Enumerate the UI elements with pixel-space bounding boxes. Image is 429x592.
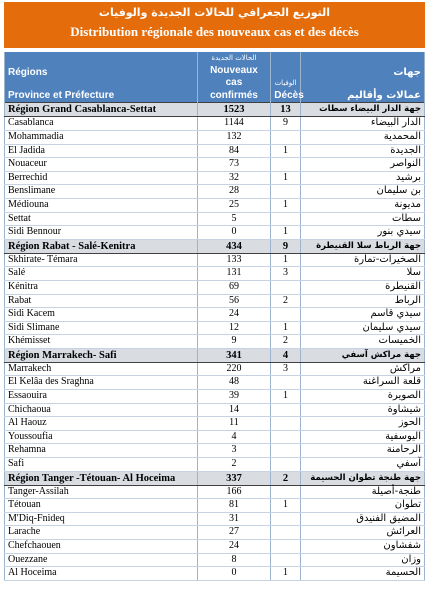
province-deaths: [271, 403, 300, 417]
header-deaths-fr: Décès: [274, 89, 304, 101]
province-name-ar: برشيد: [300, 171, 424, 185]
province-name: Benslimane: [5, 185, 198, 199]
province-name: Mohammadia: [5, 130, 198, 144]
province-name: Kénitra: [5, 280, 198, 294]
table-row: [5, 362, 425, 376]
province-cases: 133: [197, 253, 271, 267]
province-cases: 5: [197, 212, 271, 226]
province-cases: 132: [197, 130, 271, 144]
province-deaths: 1: [271, 390, 300, 404]
header-province: Province et Préfecture: [8, 89, 115, 101]
table-row: [5, 253, 425, 267]
province-cases: 8: [197, 553, 271, 567]
province-name: Al Haouz: [5, 417, 198, 431]
header-regions: Régions: [8, 67, 48, 79]
province-deaths: 2: [271, 335, 300, 349]
province-name-ar: الخميسات: [300, 335, 424, 349]
province-deaths: [271, 308, 300, 322]
province-cases: 2: [197, 458, 271, 472]
header-deaths-ar: الوفيات: [274, 79, 297, 88]
province-cases: 81: [197, 499, 271, 513]
province-name: Tétouan: [5, 499, 198, 513]
province-name-ar: القنيطرة: [300, 280, 424, 294]
province-cases: 56: [197, 294, 271, 308]
table-row: [5, 308, 425, 322]
table-row: [5, 158, 425, 172]
region-deaths: 4: [271, 348, 300, 362]
region-deaths: 13: [271, 103, 300, 117]
province-deaths: [271, 444, 300, 458]
province-cases: 31: [197, 512, 271, 526]
province-name-ar: تطوان: [300, 499, 424, 513]
province-name: Settat: [5, 212, 198, 226]
province-name-ar: الصخيرات-تمارة: [300, 253, 424, 267]
table-header-row: [5, 52, 425, 103]
table-row: [5, 212, 425, 226]
table-row: [5, 567, 425, 581]
province-cases: 4: [197, 430, 271, 444]
table-row: [5, 444, 425, 458]
table-row: [5, 335, 425, 349]
regional-table: [4, 52, 425, 581]
province-cases: 24: [197, 540, 271, 554]
region-name-ar: جهة الرباط سلا القنيطرة: [300, 239, 424, 253]
table-row: [5, 185, 425, 199]
region-name-ar: جهة طنجة تطوان الحسيمة: [300, 471, 424, 485]
province-deaths: 9: [271, 117, 300, 131]
province-deaths: 1: [271, 144, 300, 158]
table-row: [5, 321, 425, 335]
province-deaths: 1: [271, 253, 300, 267]
province-name-ar: سيدي قاسم: [300, 308, 424, 322]
province-cases: 24: [197, 308, 271, 322]
table-row: [5, 499, 425, 513]
header-regions-ar: جهات: [393, 67, 421, 79]
header-cases-ar: الحالات الجديدة: [211, 54, 257, 62]
province-name-ar: العرائش: [300, 526, 424, 540]
table-row: [5, 267, 425, 281]
table-row: [5, 512, 425, 526]
province-cases: 3: [197, 444, 271, 458]
table-row: [5, 117, 425, 131]
province-name: Casablanca: [5, 117, 198, 131]
province-name: Sidi Bennour: [5, 226, 198, 240]
province-name-ar: الحوز: [300, 417, 424, 431]
title-french: Distribution régionale des nouveaux cas et des décès: [70, 24, 359, 39]
region-cases: 434: [197, 239, 271, 253]
table-row: [5, 430, 425, 444]
province-deaths: [271, 526, 300, 540]
province-name-ar: الرباط: [300, 294, 424, 308]
province-cases: 0: [197, 567, 271, 581]
province-deaths: 3: [271, 267, 300, 281]
province-deaths: [271, 458, 300, 472]
province-deaths: [271, 512, 300, 526]
province-name-ar: آسفي: [300, 458, 424, 472]
province-cases: 48: [197, 376, 271, 390]
province-deaths: [271, 158, 300, 172]
province-cases: 220: [197, 362, 271, 376]
province-name-ar: الدار البيضاء: [300, 117, 424, 131]
province-deaths: 1: [271, 321, 300, 335]
table-row: [5, 458, 425, 472]
province-name: Marrakech: [5, 362, 198, 376]
province-name: M'Diq-Fnideq: [5, 512, 198, 526]
province-cases: 14: [197, 403, 271, 417]
title-arabic: التوزيع الجغرافي للحالات الجديدة والوفيات: [98, 6, 331, 19]
table-row: [5, 526, 425, 540]
region-cases: 341: [197, 348, 271, 362]
province-cases: 0: [197, 226, 271, 240]
province-deaths: [271, 485, 300, 499]
region-cases: 1523: [197, 103, 271, 117]
province-name: Tanger-Assilah: [5, 485, 198, 499]
province-cases: 84: [197, 144, 271, 158]
province-name-ar: مراكش: [300, 362, 424, 376]
province-name-ar: اليوسفية: [300, 430, 424, 444]
table-row: [5, 280, 425, 294]
province-name-ar: المضيق الفنيدق: [300, 512, 424, 526]
province-name: Essaouira: [5, 390, 198, 404]
header-province-ar: عمالات وأقاليم: [347, 89, 421, 101]
table-row: [5, 130, 425, 144]
province-name: Rehamna: [5, 444, 198, 458]
province-name: Youssoufia: [5, 430, 198, 444]
province-name-ar: شفشاون: [300, 540, 424, 554]
region-deaths: 9: [271, 239, 300, 253]
title-banner: [4, 2, 425, 48]
region-name: Région Rabat - Salé-Kenitra: [5, 239, 198, 253]
province-deaths: 1: [271, 171, 300, 185]
table-row: [5, 171, 425, 185]
region-deaths: 2: [271, 471, 300, 485]
province-cases: 166: [197, 485, 271, 499]
province-cases: 27: [197, 526, 271, 540]
province-cases: 28: [197, 185, 271, 199]
header-regions-province: [5, 52, 198, 103]
province-cases: 73: [197, 158, 271, 172]
province-name: Safi: [5, 458, 198, 472]
province-cases: 9: [197, 335, 271, 349]
province-deaths: [271, 553, 300, 567]
province-name-ar: شيشاوة: [300, 403, 424, 417]
province-name: Sidi Slimane: [5, 321, 198, 335]
table-row: [5, 485, 425, 499]
table-row: [5, 376, 425, 390]
province-name: Chichaoua: [5, 403, 198, 417]
province-name-ar: سلا: [300, 267, 424, 281]
province-cases: 69: [197, 280, 271, 294]
province-deaths: [271, 280, 300, 294]
province-name-ar: المحمدية: [300, 130, 424, 144]
province-cases: 25: [197, 198, 271, 212]
province-cases: 39: [197, 390, 271, 404]
province-name-ar: سطات: [300, 212, 424, 226]
province-name: Ouezzane: [5, 553, 198, 567]
province-cases: 11: [197, 417, 271, 431]
header-deaths: [271, 52, 304, 103]
province-name: Khémisset: [5, 335, 198, 349]
table-row: [5, 417, 425, 431]
province-name-ar: الحسيمة: [300, 567, 424, 581]
province-name-ar: سيدي بنور: [300, 226, 424, 240]
province-deaths: [271, 540, 300, 554]
region-cases: 337: [197, 471, 271, 485]
header-cases-fr: Nouveaux cas confirmés: [210, 64, 258, 101]
table-row: [5, 226, 425, 240]
province-name: Skhirate- Témara: [5, 253, 198, 267]
province-name: Salé: [5, 267, 198, 281]
region-row: [5, 239, 425, 253]
province-deaths: [271, 212, 300, 226]
province-name: Larache: [5, 526, 198, 540]
region-name-ar: جهة مراكش آسفي: [300, 348, 424, 362]
province-name: Rabat: [5, 294, 198, 308]
table-row: [5, 553, 425, 567]
region-name-ar: جهة الدار البيضاء سطات: [300, 103, 424, 117]
province-name-ar: الجديدة: [300, 144, 424, 158]
province-cases: 12: [197, 321, 271, 335]
province-cases: 32: [197, 171, 271, 185]
province-cases: 1144: [197, 117, 271, 131]
province-name: Médiouna: [5, 198, 198, 212]
province-name-ar: مديونة: [300, 198, 424, 212]
province-name-ar: طنجة-أصيلة: [300, 485, 424, 499]
province-deaths: 1: [271, 499, 300, 513]
region-row: [5, 348, 425, 362]
table-body: [5, 103, 425, 580]
province-name-ar: الصويرة: [300, 390, 424, 404]
province-name: Sidi Kacem: [5, 308, 198, 322]
header-cases: [197, 52, 271, 103]
table-row: [5, 540, 425, 554]
province-name-ar: الرحامنة: [300, 444, 424, 458]
province-deaths: [271, 417, 300, 431]
province-name: Berrechid: [5, 171, 198, 185]
table-row: [5, 294, 425, 308]
province-deaths: 1: [271, 567, 300, 581]
province-name: El Jadida: [5, 144, 198, 158]
province-name: Al Hoceima: [5, 567, 198, 581]
table-row: [5, 144, 425, 158]
table-row: [5, 390, 425, 404]
province-deaths: 3: [271, 362, 300, 376]
region-row: [5, 103, 425, 117]
province-name-ar: بن سليمان: [300, 185, 424, 199]
table-row: [5, 403, 425, 417]
province-deaths: [271, 185, 300, 199]
region-name: Région Tanger -Tétouan- Al Hoceima: [5, 471, 198, 485]
header-regions-province-ar: [300, 52, 424, 103]
province-name: El Kelâa des Sraghna: [5, 376, 198, 390]
region-name: Région Marrakech- Safi: [5, 348, 198, 362]
province-name-ar: النواصر: [300, 158, 424, 172]
province-deaths: 1: [271, 198, 300, 212]
province-name-ar: وزان: [300, 553, 424, 567]
province-name: Chefchaouen: [5, 540, 198, 554]
region-row: [5, 471, 425, 485]
province-deaths: [271, 130, 300, 144]
table-row: [5, 198, 425, 212]
province-name-ar: قلعة السراغنة: [300, 376, 424, 390]
province-deaths: [271, 430, 300, 444]
province-deaths: 1: [271, 226, 300, 240]
province-deaths: [271, 376, 300, 390]
province-cases: 131: [197, 267, 271, 281]
region-name: Région Grand Casablanca-Settat: [5, 103, 198, 117]
province-deaths: 2: [271, 294, 300, 308]
province-name-ar: سيدي سليمان: [300, 321, 424, 335]
province-name: Nouaceur: [5, 158, 198, 172]
